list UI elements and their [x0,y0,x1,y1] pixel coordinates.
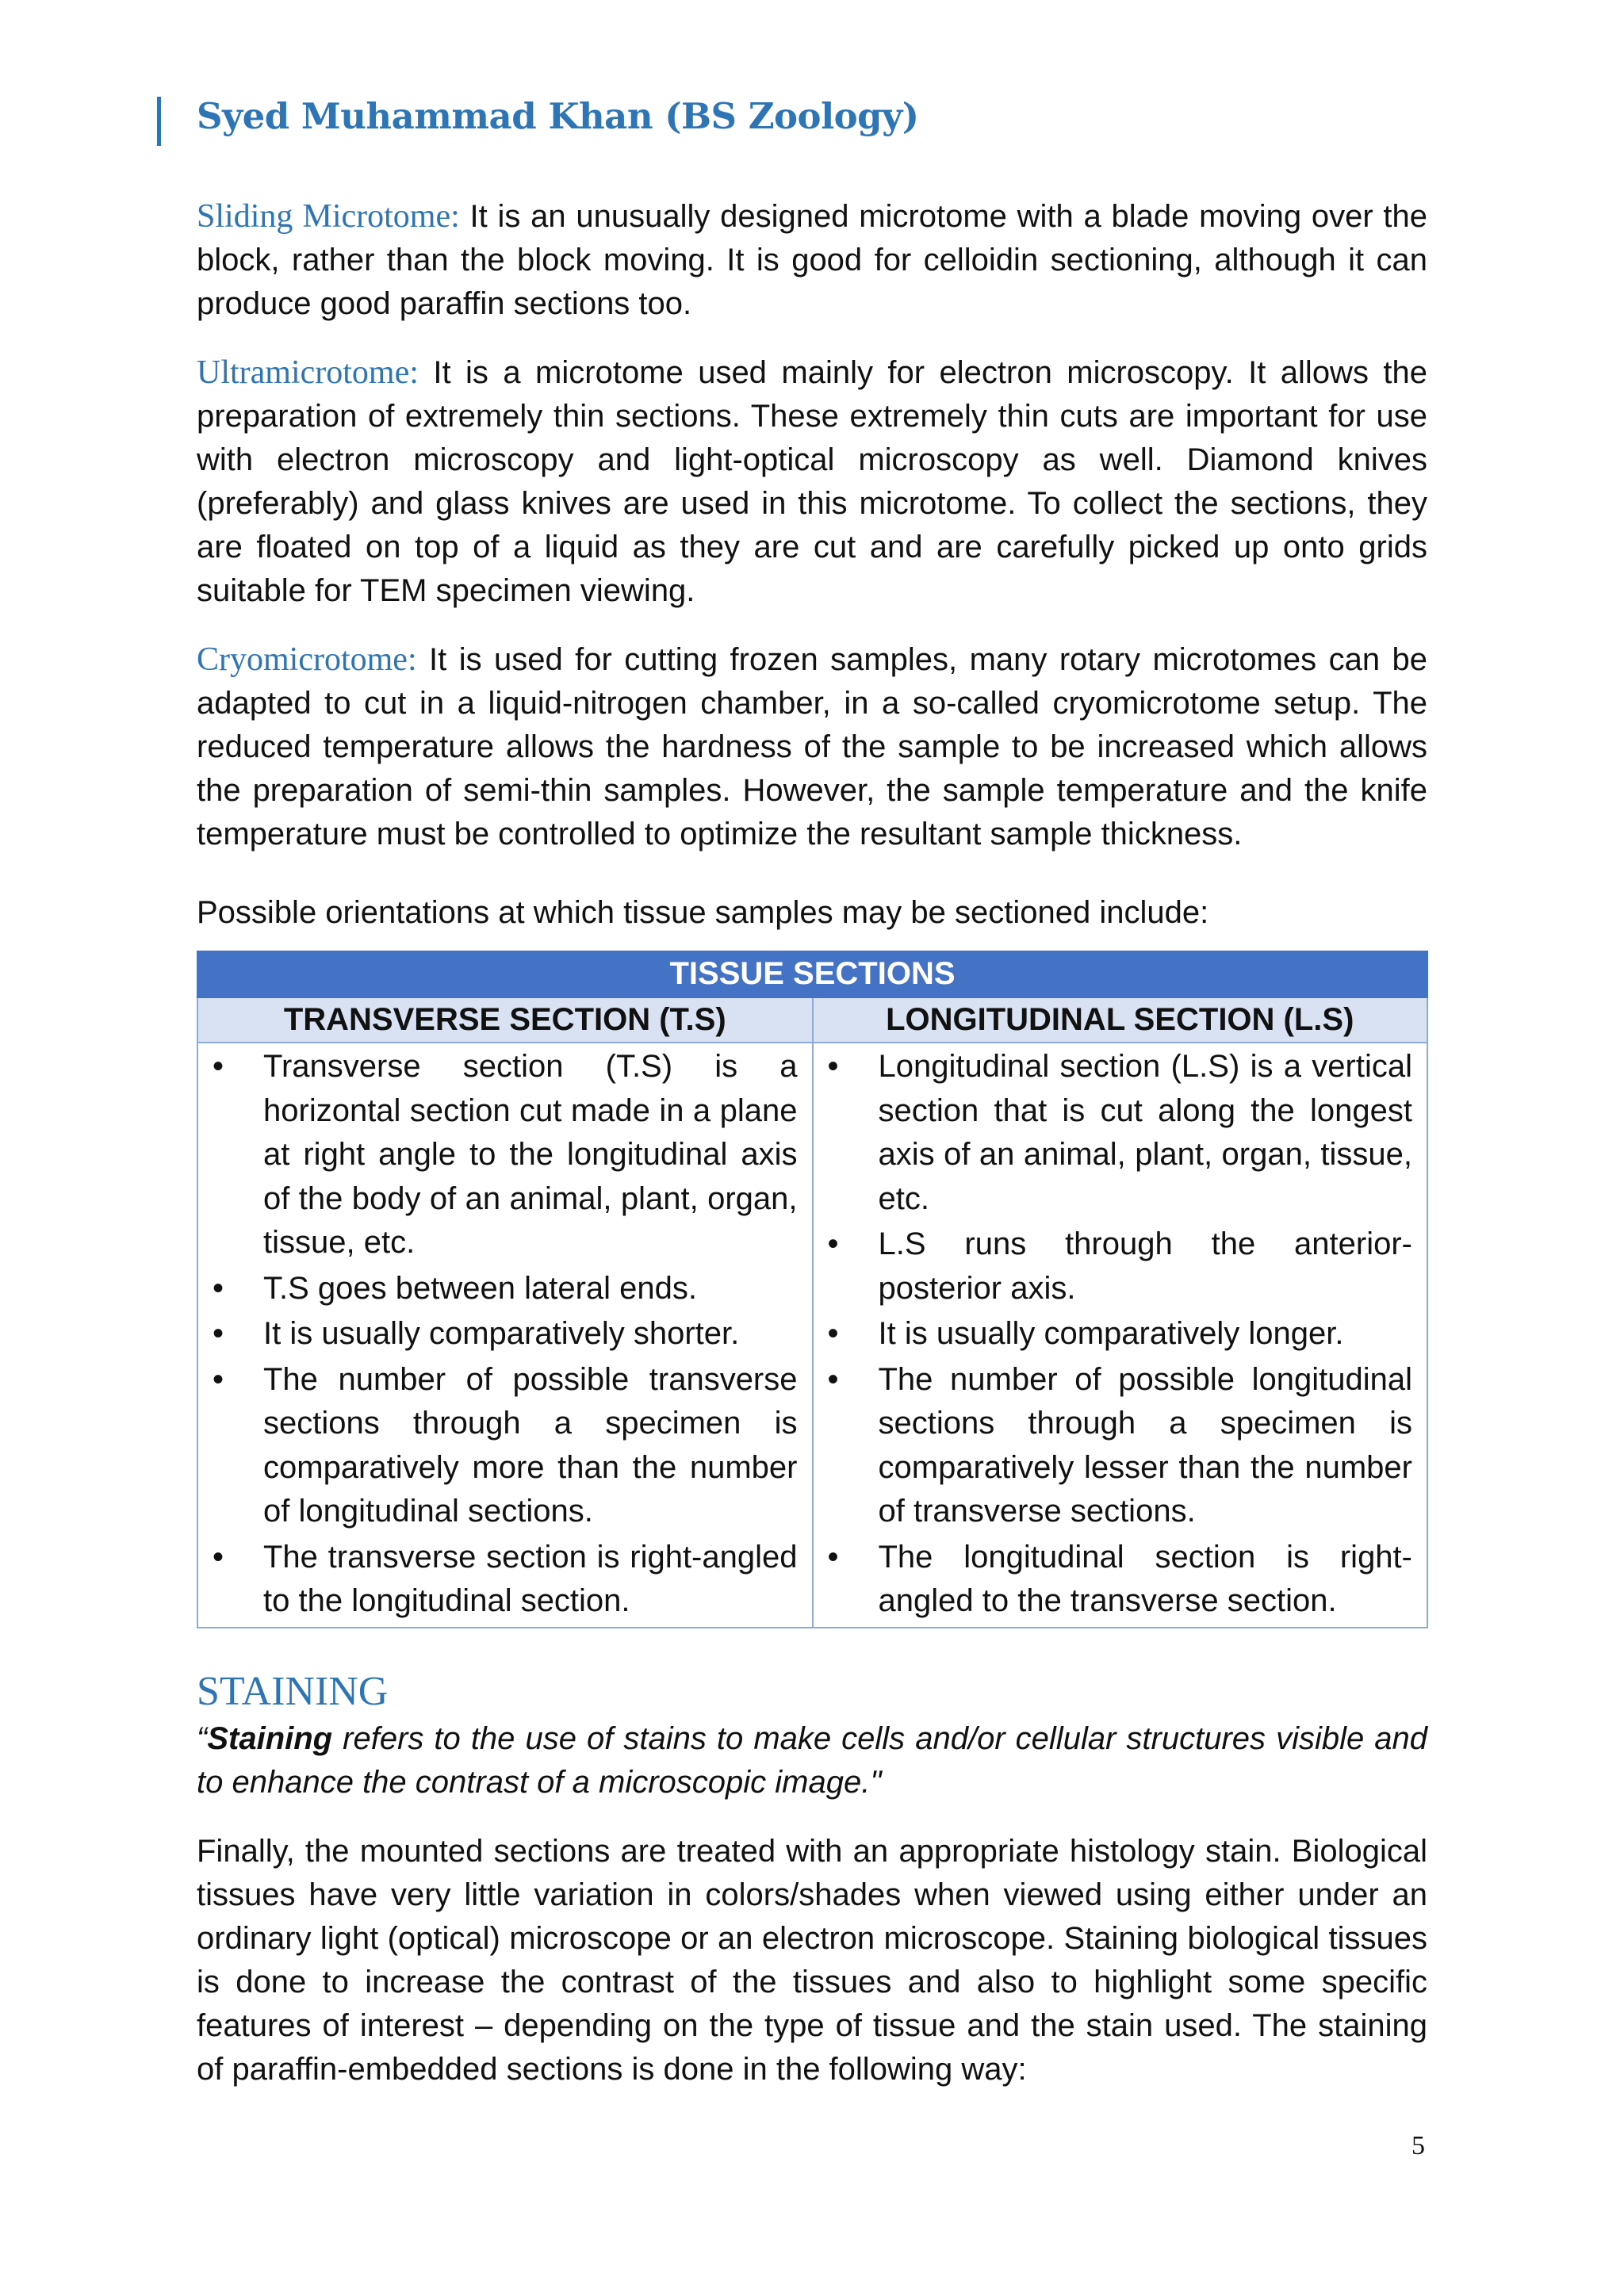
table-title: TISSUE SECTIONS [197,951,1427,997]
definition-open-quote: “ [197,1720,208,1756]
paragraph-ultramicrotome [197,351,1427,613]
paragraph-cryomicrotome [197,638,1427,856]
tissue-sections-table [197,951,1428,1628]
transverse-list [198,1045,798,1624]
definition-term: Staining [207,1720,333,1756]
list-item: • Transverse section (T.S) is a horizontal section cut made in a plane at right angle to the longitudinal axis of the body of an animal, plant, organ, tissue, etc. [198,1045,798,1265]
longitudinal-list [814,1045,1413,1624]
column-header-longitudinal: LONGITUDINAL SECTION (L.S) [813,997,1428,1043]
header-accent-bar [157,97,161,146]
list-item: • The transverse section is right-angled to the longitudinal section. [198,1536,798,1624]
document-body [197,195,1427,2091]
paragraph-orientations-intro: Possible orientations at which tissue samples may be sectioned include: [197,895,1209,930]
list-item: • L.S runs through the anterior-posterior axis. [814,1223,1413,1311]
list-item: • The longitudinal section is right-angled to the transverse section. [814,1536,1413,1624]
list-item: • The number of possible longitudinal sections through a specimen is comparatively lesser than the number of transverse sections. [814,1358,1413,1534]
longitudinal-cell [813,1043,1428,1628]
staining-definition [197,1717,1427,1804]
text-ultramicrotome: It is a microtome used mainly for electron microscopy. It allows the preparation of extremely thin sections. These extremely thin cuts are important for use with electron microscopy and light-optical microscopy as well. Diamond knives (preferably) and glass knives are used in this microtome. To collect the sections, they are floated on top of a liquid as they are cut and are carefully picked up onto grids suitable for TEM specimen viewing. [197,355,1427,608]
table-title-row [197,951,1427,997]
term-sliding-microtome: Sliding Microtome: [197,198,460,235]
text-sliding-microtome: It is an unusually designed microtome with a blade moving over the block, rather than the block moving. It is good for celloidin sectioning, although it can produce good paraffin sections too. [197,199,1427,321]
staining-body-paragraph: Finally, the mounted sections are treated with an appropriate histology stain. Biological tissues have very little variation in colors/shades when viewed using either under an ordinary light (optical) microscope or an electron microscope. Staining biological tissues is done to increase the contrast of the tissues and also to highlight some specific features of interest – depending on the type of tissue and the stain used. The staining of paraffin-embedded sections is done in the following way: [197,1833,1427,2087]
paragraph-sliding-microtome [197,195,1427,326]
definition-text: refers to the use of stains to make cells and/or cellular structures visible and to enhance the contrast of a microscopic image." [197,1720,1427,1800]
header-title: Syed Muhammad Khan (BS Zoology) [197,95,919,137]
list-item: • T.S goes between lateral ends. [198,1267,798,1311]
term-cryomicrotome: Cryomicrotome: [197,641,417,678]
list-item: • Longitudinal section (L.S) is a vertical section that is cut along the longest axis of an animal, plant, organ, tissue, etc. [814,1045,1413,1221]
table-row [197,1043,1427,1628]
term-ultramicrotome: Ultramicrotome: [197,354,419,391]
staining-heading: STAINING [197,1668,389,1714]
list-item: • It is usually comparatively longer. [814,1312,1413,1357]
page-number: 5 [1411,2131,1425,2160]
transverse-cell [197,1043,813,1628]
table-header-row [197,997,1427,1043]
list-item: • It is usually comparatively shorter. [198,1312,798,1357]
text-cryomicrotome: It is used for cutting frozen samples, many rotary microtomes can be adapted to cut in a liquid-nitrogen chamber, in a so-called cryomicrotome setup. The reduced temperature allows the hardness of the sample to be increased which allows the preparation of semi-thin samples. However, the sample temperature and the knife temperature must be controlled to optimize the resultant sample thickness. [197,642,1427,851]
column-header-transverse: TRANSVERSE SECTION (T.S) [197,997,813,1043]
list-item: • The number of possible transverse sections through a specimen is comparatively more than the number of longitudinal sections. [198,1358,798,1534]
